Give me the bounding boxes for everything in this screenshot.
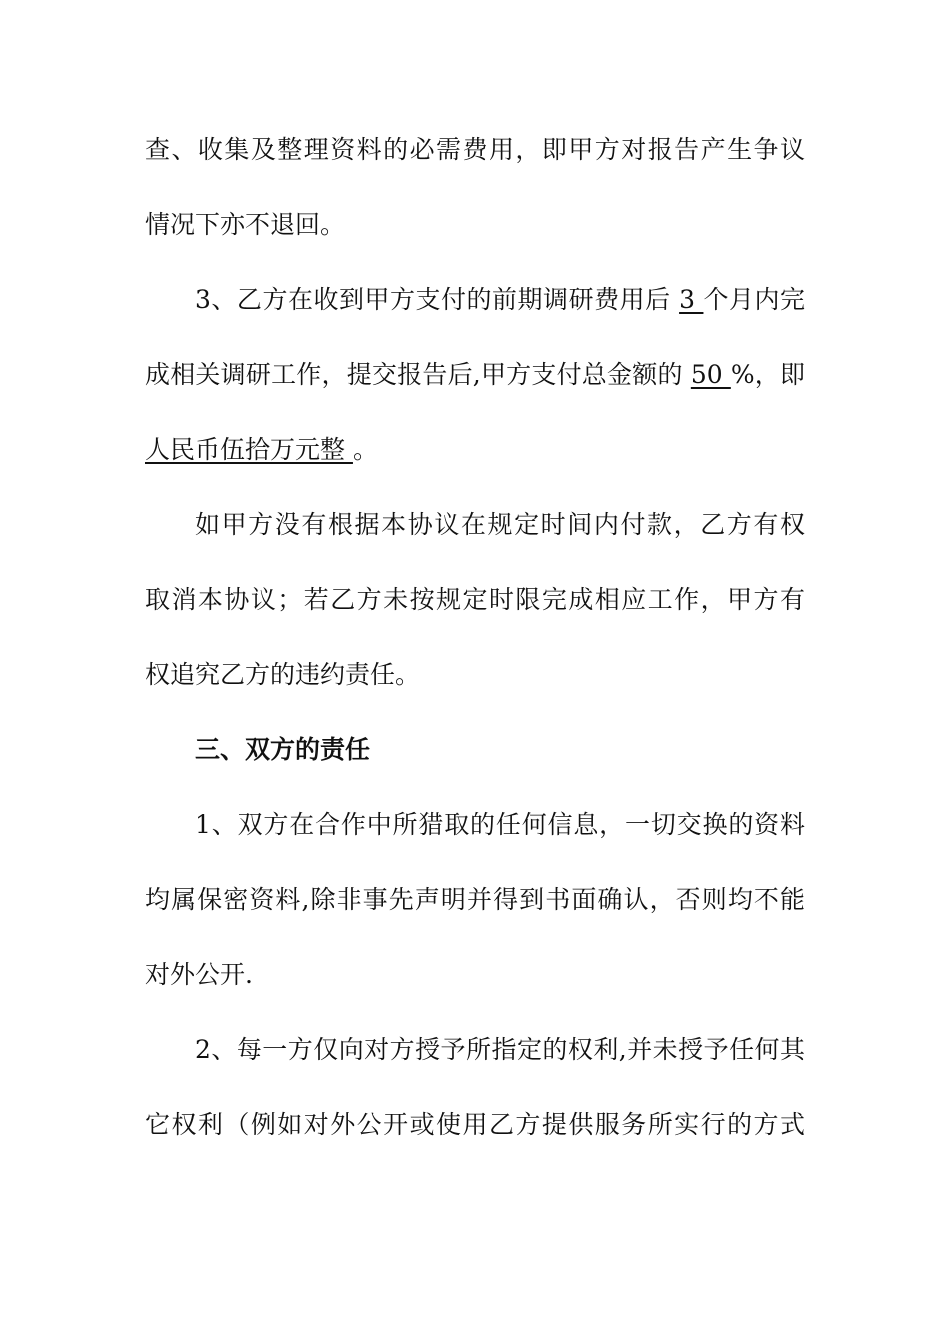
percent-value: 50 bbox=[690, 360, 731, 389]
payment-term-suffix: 个月内完 bbox=[703, 285, 805, 314]
payment-percent-line bbox=[145, 358, 805, 392]
payment-term-prefix: 3、乙方在收到甲方支付的前期调研费用后 bbox=[195, 285, 680, 314]
paragraph-line: 2、每一方仅向对方授予所指定的权利,并未授予任何其 bbox=[195, 1035, 805, 1064]
amount-value: 人民币伍拾万元整 bbox=[145, 435, 353, 464]
amount-suffix: 。 bbox=[352, 435, 378, 464]
paragraph-line: 取消本协议；若乙方未按规定时限完成相应工作，甲方有 bbox=[145, 585, 805, 614]
paragraph-line: 1、双方在合作中所猎取的任何信息，一切交换的资料 bbox=[195, 810, 805, 839]
paragraph-line: 权追究乙方的违约责任。 bbox=[145, 660, 421, 689]
months-value: 3 bbox=[679, 285, 704, 314]
paragraph-line: 如甲方没有根据本协议在规定时间内付款，乙方有权 bbox=[195, 510, 805, 539]
paragraph-line: 它权利（例如对外公开或使用乙方提供服务所实行的方式 bbox=[145, 1110, 805, 1139]
section-heading: 三、双方的责任 bbox=[195, 735, 371, 764]
payment-term-line bbox=[195, 283, 805, 317]
paragraph-line: 均属保密资料,除非事先声明并得到书面确认，否则均不能 bbox=[145, 885, 805, 914]
paragraph-line: 查、收集及整理资料的必需费用，即甲方对报告产生争议 bbox=[145, 135, 805, 164]
payment-amount-line bbox=[145, 433, 805, 467]
paragraph-line: 对外公开. bbox=[145, 960, 253, 989]
paragraph-line: 情况下亦不退回。 bbox=[145, 210, 346, 239]
payment-percent-suffix: %，即 bbox=[730, 360, 805, 389]
payment-percent-prefix: 成相关调研工作，提交报告后,甲方支付总金额的 bbox=[145, 360, 691, 389]
